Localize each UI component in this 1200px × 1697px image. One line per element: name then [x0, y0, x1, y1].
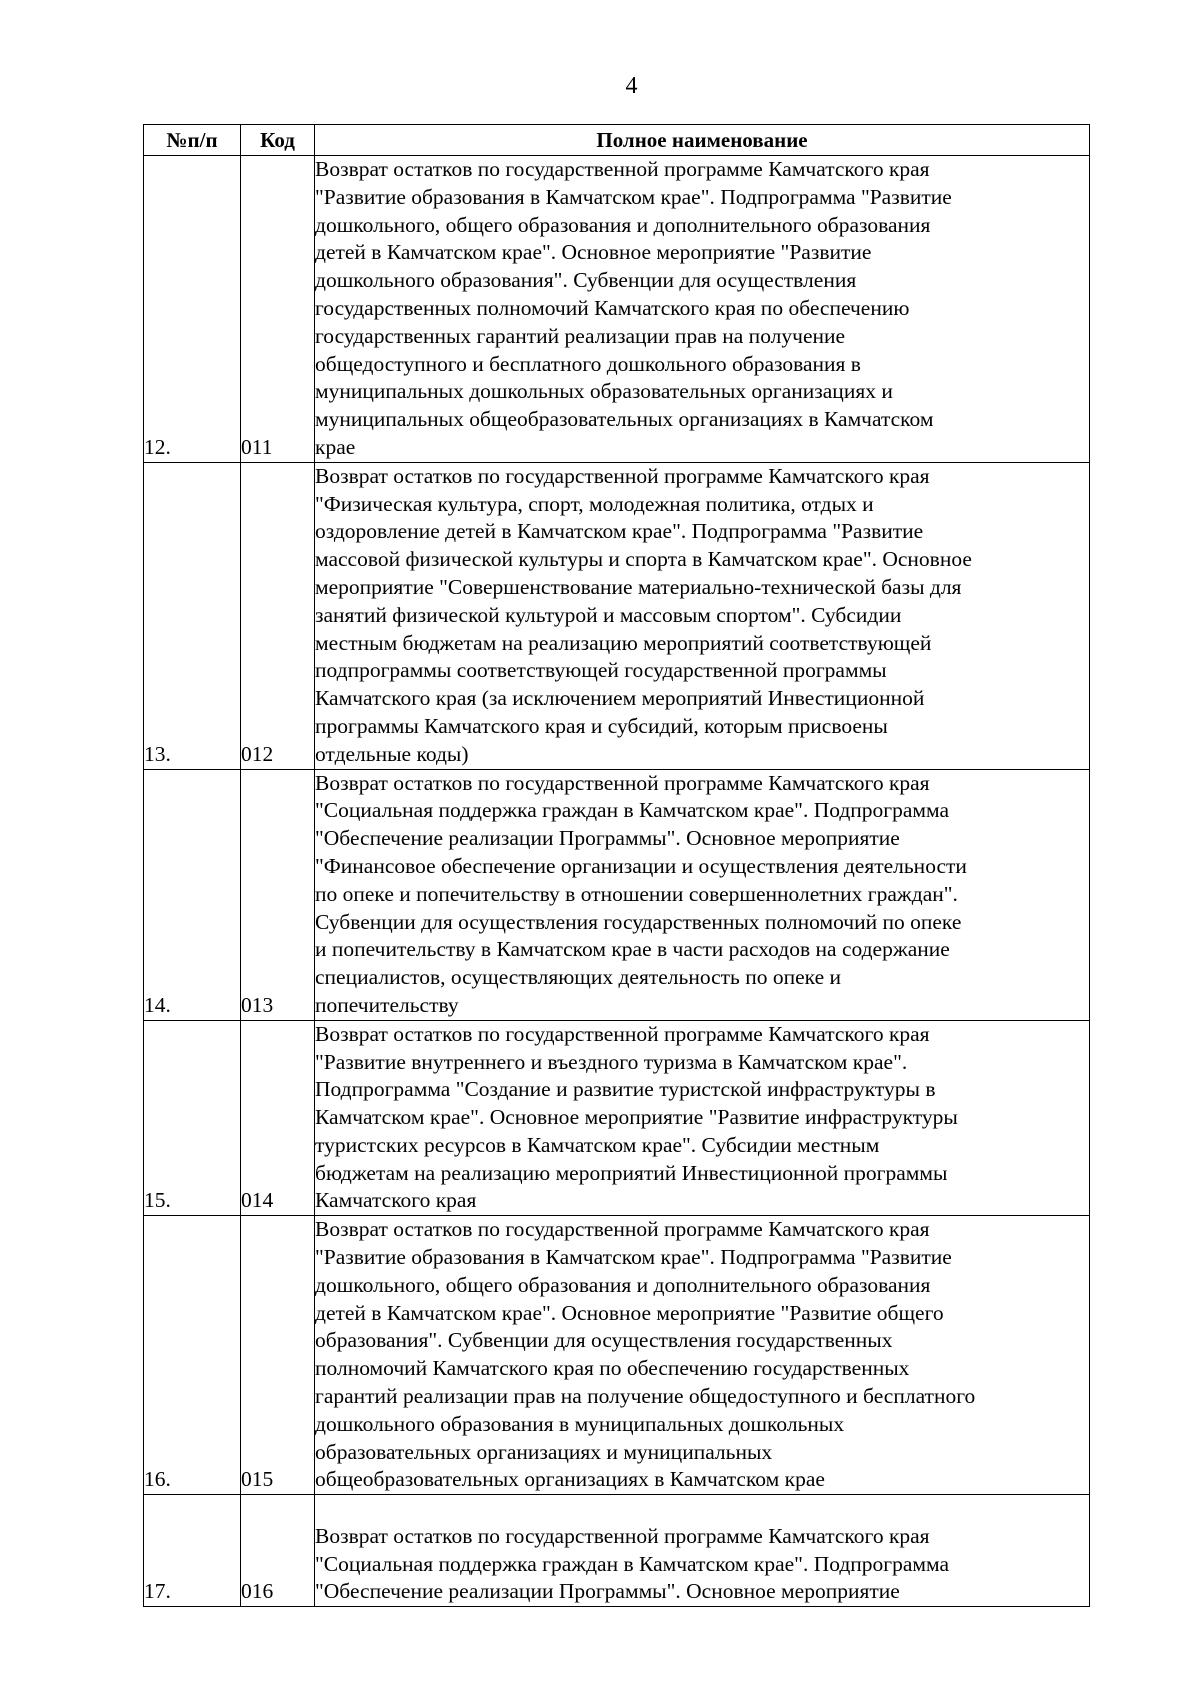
name-line: "Развитие образования в Камчатском крае". Подпрограмма "Развитие: [315, 184, 952, 209]
name-line: дошкольного, общего образования и дополнительного образования: [315, 212, 931, 237]
row-code: 016: [241, 1495, 315, 1607]
row-full-name: [315, 1216, 1090, 1495]
name-line: специалистов, осуществляющих деятельность по опеке и: [315, 965, 841, 990]
name-line: Камчатского края (за исключением мероприятий Инвестиционной: [315, 686, 925, 711]
name-line: гарантий реализации прав на получение общедоступного и бесплатного: [315, 1384, 976, 1409]
header-num: №п/п: [144, 125, 241, 156]
table-body: [144, 156, 1090, 1607]
row-code: 013: [241, 769, 315, 1020]
name-line: программы Камчатского края и субсидий, которым присвоены: [315, 713, 888, 738]
page-number: 4: [625, 73, 638, 99]
name-line: Камчатского края: [315, 1188, 477, 1213]
name-line: Возврат остатков по государственной программе Камчатского края: [315, 157, 930, 181]
row-number: 17.: [144, 1495, 241, 1607]
header-code: Код: [241, 125, 315, 156]
row-number: 13.: [144, 462, 241, 769]
name-line: государственных полномочий Камчатского края по обеспечению: [315, 295, 910, 320]
name-line: образования". Субвенции для осуществления государственных: [315, 1328, 893, 1353]
name-line: Возврат остатков по государственной программе Камчатского края: [315, 1021, 930, 1046]
name-line: "Финансовое обеспечение организации и осуществления деятельности: [315, 853, 967, 878]
name-line: образовательных организациях и муниципальных: [315, 1439, 773, 1464]
table-row: [144, 769, 1090, 1020]
name-line: мероприятие "Совершенствование материально-технической базы для: [315, 574, 962, 599]
row-full-name: [315, 1495, 1090, 1607]
name-line: дошкольного образования". Субвенции для осуществления: [315, 268, 857, 293]
name-line: Возврат остатков по государственной программе Камчатского края: [315, 1523, 930, 1548]
name-line: бюджетам на реализацию мероприятий Инвестиционной программы: [315, 1160, 948, 1185]
name-line: "Развитие образования в Камчатском крае". Подпрограмма "Развитие: [315, 1245, 952, 1270]
table-row: [144, 1020, 1090, 1216]
row-full-name: [315, 156, 1090, 463]
row-number: 15.: [144, 1020, 241, 1216]
row-full-name: [315, 462, 1090, 769]
name-line: занятий физической культурой и массовым спортом". Субсидии: [315, 602, 902, 627]
table-row: [144, 462, 1090, 769]
name-line: "Физическая культура, спорт, молодежная политика, отдых и: [315, 491, 874, 516]
name-line: Камчатском крае". Основное мероприятие "Развитие инфраструктуры: [315, 1105, 958, 1130]
name-line: детей в Камчатском крае". Основное мероприятие "Развитие: [315, 240, 872, 265]
name-line: "Обеспечение реализации Программы". Основное мероприятие: [315, 826, 900, 851]
table-header-row: [144, 125, 1090, 156]
name-line: и попечительству в Камчатском крае в части расходов на содержание: [315, 937, 950, 962]
row-code: 011: [241, 156, 315, 463]
row-code: 015: [241, 1216, 315, 1495]
name-line: муниципальных дошкольных образовательных организациях и: [315, 379, 893, 404]
name-line: дошкольного образования в муниципальных дошкольных: [315, 1411, 845, 1436]
row-code: 014: [241, 1020, 315, 1216]
name-line: туристских ресурсов в Камчатском крае". Субсидии местным: [315, 1132, 880, 1157]
table-row: [144, 156, 1090, 463]
name-line: попечительству: [315, 992, 459, 1017]
name-line: "Развитие внутреннего и въездного туризма в Камчатском крае".: [315, 1049, 908, 1074]
name-line: общедоступного и бесплатного дошкольного образования в: [315, 351, 861, 376]
name-line: крае: [315, 434, 356, 459]
name-line: по опеке и попечительству в отношении совершеннолетних граждан".: [315, 881, 958, 906]
name-line: Возврат остатков по государственной программе Камчатского края: [315, 1217, 930, 1242]
name-line: Субвенции для осуществления государственных полномочий по опеке: [315, 909, 962, 934]
name-line: "Обеспечение реализации Программы". Основное мероприятие: [315, 1579, 900, 1604]
codes-table: [143, 124, 1090, 1607]
name-line: "Социальная поддержка граждан в Камчатском крае". Подпрограмма: [315, 798, 950, 823]
name-line: "Социальная поддержка граждан в Камчатском крае". Подпрограмма: [315, 1551, 950, 1576]
name-line: дошкольного, общего образования и дополнительного образования: [315, 1272, 931, 1297]
name-line: Возврат остатков по государственной программе Камчатского края: [315, 770, 930, 795]
row-number: 12.: [144, 156, 241, 463]
row-code: 012: [241, 462, 315, 769]
name-line: детей в Камчатском крае". Основное мероприятие "Развитие общего: [315, 1300, 944, 1325]
name-line: массовой физической культуры и спорта в Камчатском крае". Основное: [315, 547, 972, 572]
header-name: Полное наименование: [315, 125, 1090, 156]
name-line: полномочий Камчатского края по обеспечению государственных: [315, 1356, 910, 1381]
name-line: общеобразовательных организациях в Камчатском крае: [315, 1467, 825, 1492]
table-row: [144, 1216, 1090, 1495]
table-row: [144, 1495, 1090, 1607]
name-line: государственных гарантий реализации прав на получение: [315, 323, 846, 348]
row-number: 14.: [144, 769, 241, 1020]
row-full-name: [315, 769, 1090, 1020]
name-line: Возврат остатков по государственной программе Камчатского края: [315, 463, 930, 488]
name-line: оздоровление детей в Камчатском крае". Подпрограмма "Развитие: [315, 519, 924, 544]
name-line: Подпрограмма "Создание и развитие туристской инфраструктуры в: [315, 1077, 936, 1102]
name-line: местным бюджетам на реализацию мероприятий соответствующей: [315, 630, 932, 655]
name-line: подпрограммы соответствующей государственной программы: [315, 658, 887, 683]
name-line: муниципальных общеобразовательных организациях в Камчатском: [315, 407, 934, 432]
name-line: отдельные коды): [315, 741, 469, 766]
row-number: 16.: [144, 1216, 241, 1495]
row-full-name: [315, 1020, 1090, 1216]
